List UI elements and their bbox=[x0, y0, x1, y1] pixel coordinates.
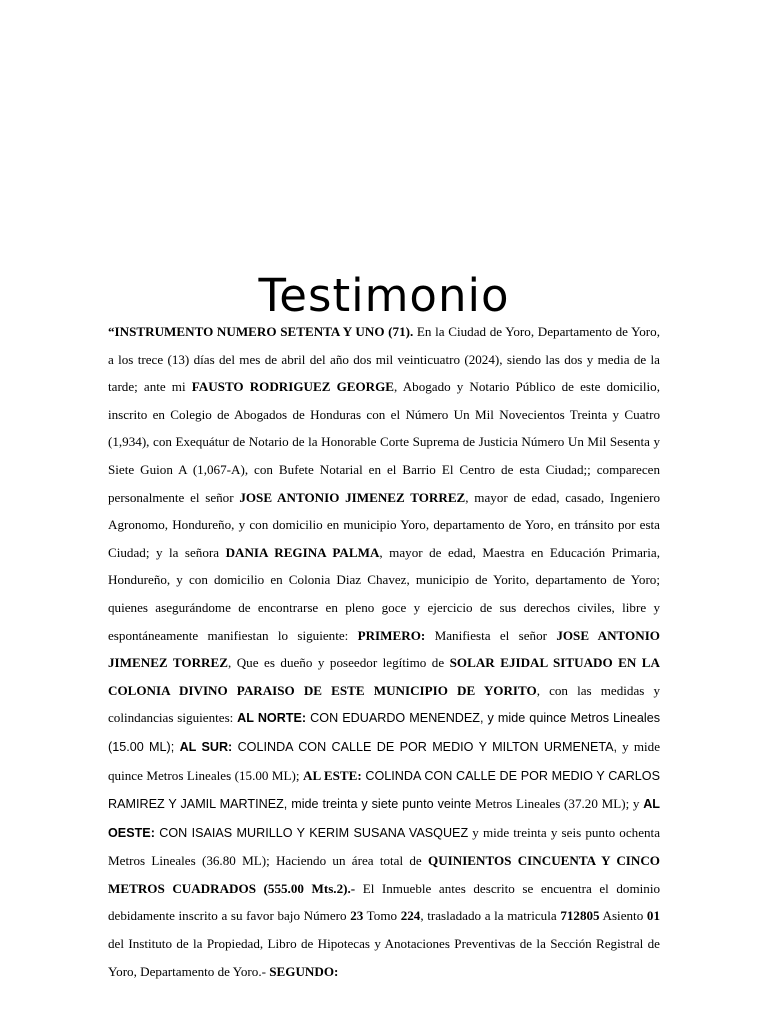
bold-text-run: JOSE ANTONIO JIMENEZ TORREZ bbox=[108, 627, 660, 671]
text-run: Manifiesta el señor bbox=[425, 627, 557, 643]
bold-text-run: AL NORTE: bbox=[237, 711, 307, 726]
text-run: del Instituto de la Propiedad, Libro de Hipotecas y Anotaciones Preventivas de la Sección Registral de Yoro, Departamento de Yoro.- bbox=[108, 936, 660, 979]
bold-text-run: JOSE ANTONIO JIMENEZ TORREZ bbox=[239, 489, 466, 505]
bold-text-run: AL SUR: bbox=[179, 739, 233, 754]
document-title: Testimonio bbox=[258, 269, 510, 322]
bold-text-run: INSTRUMENTO NUMERO SETENTA Y UNO (71). bbox=[114, 324, 414, 339]
bold-text-run: SOLAR EJIDAL SITUADO EN LA COLONIA DIVINO PARAISO DE ESTE MUNICIPIO DE YORITO bbox=[108, 655, 660, 698]
bold-text-run: AL OESTE: bbox=[108, 797, 660, 840]
text-run: COLINDA CON CALLE DE POR MEDIO Y CARLOS RAMIREZ Y JAMIL MARTINEZ, mide treinta y siete punto veinte bbox=[108, 768, 660, 812]
bold-text-run: 01 bbox=[646, 908, 660, 924]
text-run: , con las medidas y colindancias siguientes: bbox=[108, 682, 661, 726]
text-run: , Abogado y Notario Público de este domicilio, inscrito en Colegio de Abogados de Honduras con el Número Un Mil Novecientos Treinta y Cuatro (1,934), con Exequátur de Notario de la Honorable Corte Suprema de Justicia Número Un Mil Sesenta y Siete Guion A (1,067-A), con Bufete Notarial en el Barrio El Centro de esta Ciudad;; comparecen personalmente el señor bbox=[108, 379, 660, 505]
bold-text-run: 23 bbox=[350, 908, 364, 924]
bold-text-run: SEGUNDO: bbox=[269, 963, 339, 979]
text-run: y mide quince Metros Lineales (15.00 ML); bbox=[108, 738, 661, 783]
bold-text-run: “ bbox=[108, 324, 115, 339]
text-run: , trasladado a la matricula bbox=[420, 908, 561, 924]
bold-text-run: 224 bbox=[400, 908, 421, 924]
text-run: COLINDA CON CALLE DE POR MEDIO Y MILTON URMENETA, bbox=[232, 739, 618, 754]
text-run: En la Ciudad de Yoro, Departamento de Yoro, a los trece (13) días del mes de abril del año dos mil veinticuatro (2024), siendo las dos y media de la tarde; ante mi bbox=[108, 324, 660, 395]
text-run: Tomo bbox=[363, 908, 401, 924]
text-run: , mayor de edad, Maestra en Educación Primaria, Hondureño, y con domicilio en Colonia Diaz Chavez, municipio de Yorito, departamento de Yoro; quienes asegurándome de encontrarse en pleno goce y ejercicio de sus derechos civiles, libre y espontáneamente manifiestan lo siguiente: bbox=[108, 544, 661, 643]
bold-text-run: FAUSTO RODRIGUEZ GEORGE bbox=[191, 379, 395, 395]
bold-text-run: QUINIENTOS CINCUENTA Y CINCO METROS CUADRADOS (555.00 Mts.2).- bbox=[108, 853, 660, 896]
text-run: , mayor de edad, casado, Ingeniero Agronomo, Hondureño, y con domicilio en municipio Yoro, departamento de Yoro, en tránsito por esta Ciudad; y la señora bbox=[108, 489, 661, 560]
bold-text-run: DANIA REGINA PALMA bbox=[225, 544, 380, 560]
bold-text-run: PRIMERO: bbox=[357, 627, 426, 643]
text-run: y mide treinta y seis punto ochenta Metros Lineales (36.80 ML); Haciendo un área total de bbox=[108, 824, 660, 869]
text-run: Metros Lineales (37.20 ML); y bbox=[475, 796, 644, 812]
text-run: CON ISAIAS MURILLO Y KERIM SUSANA VASQUEZ bbox=[154, 825, 469, 840]
bold-text-run: AL ESTE: bbox=[302, 767, 362, 783]
text-run: El Inmueble antes descrito se encuentra el dominio debidamente inscrito a su favor bajo Número bbox=[108, 880, 661, 924]
text-run: , Que es dueño y poseedor legítimo de bbox=[227, 655, 450, 671]
document-body bbox=[108, 318, 660, 985]
text-run: Asiento bbox=[599, 908, 647, 924]
bold-text-run: 712805 bbox=[560, 908, 600, 924]
text-run: CON EDUARDO MENENDEZ, y mide quince Metros Lineales (15.00 ML); bbox=[108, 711, 660, 754]
